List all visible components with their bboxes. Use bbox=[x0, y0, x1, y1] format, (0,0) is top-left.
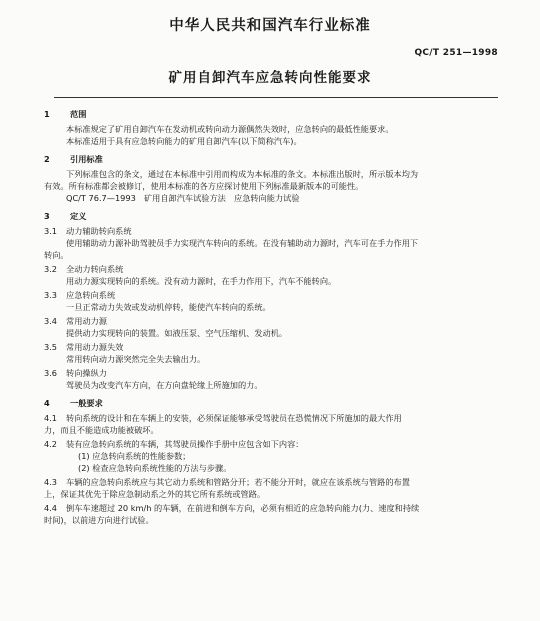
paragraph-line: 下列标准包含的条文，通过在本标准中引用而构成为本标准的条文。本标准出版时，所示版本均为 bbox=[66, 169, 419, 179]
section-number: 2 bbox=[44, 154, 50, 164]
section-heading: 范围 bbox=[70, 109, 87, 119]
reference-entry: QC/T 76.7—1993 矿用自卸汽车试验方法 应急转向能力试验 bbox=[66, 193, 300, 203]
definition-text: 转向。 bbox=[44, 250, 69, 260]
requirement-item: 4.1 转向系统的设计和在车辆上的安装，必须保证能够承受驾驶员在恐慌情况下所施加的最大作用 bbox=[44, 413, 402, 423]
requirement-item: 4.3 车辆的应急转向系统应与其它动力系统和管路分开；若不能分开时，就应在该系统与管路的布置 bbox=[44, 477, 410, 487]
requirement-text: 上，保证其优先于除应急制动系之外的其它所有系统或管路。 bbox=[44, 489, 266, 499]
header-rule bbox=[54, 97, 498, 98]
section-references bbox=[44, 153, 502, 204]
section-number: 1 bbox=[44, 109, 50, 119]
definition-heading: 3.2 全动力转向系统 bbox=[44, 264, 124, 274]
definition-heading: 3.3 应急转向系统 bbox=[44, 290, 116, 300]
definition-heading: 3.4 常用动力源 bbox=[44, 316, 107, 326]
paragraph: 本标准规定了矿用自卸汽车在发动机或转向动力源偶然失效时，应急转向的最低性能要求。 bbox=[66, 124, 394, 134]
section-heading: 引用标准 bbox=[70, 154, 103, 164]
section-heading: 一般要求 bbox=[70, 398, 103, 408]
definition-text: 使用辅助动力源补助驾驶员手力实现汽车转向的系统。在没有辅助动力源时，汽车可在手力作用下 bbox=[66, 238, 419, 248]
requirement-item: 4.4 倒车车速超过 20 km/h 的车辆，在前进和倒车方向，必须有相近的应急转向能力(力、速度和持续 bbox=[44, 503, 420, 513]
definition-text: 常用转向动力源突然完全失去输出力。 bbox=[66, 354, 206, 364]
paragraph: 本标准适用于具有应急转向能力的矿用自卸汽车(以下简称汽车)。 bbox=[66, 136, 302, 146]
definition-text: 驾驶员为改变汽车方向，在方向盘轮缘上所施加的力。 bbox=[66, 380, 263, 390]
requirement-text: 时间)，以前进方向进行试验。 bbox=[44, 515, 154, 525]
section-scope bbox=[44, 108, 502, 147]
definition-text: 提供动力实现转向的装置。如液压泵、空气压缩机、发动机。 bbox=[66, 328, 288, 338]
definition-heading: 3.1 动力辅助转向系统 bbox=[44, 226, 132, 236]
definition-text: 一旦正常动力失效或发动机停转，能使汽车转向的系统。 bbox=[66, 302, 271, 312]
standard-code: QC/T 251—1998 bbox=[414, 48, 498, 58]
section-number: 4 bbox=[44, 398, 50, 408]
paragraph-line: 有效。所有标准都会被修订，使用本标准的各方应探讨使用下列标准最新版本的可能性。 bbox=[44, 181, 364, 191]
standard-org-title: 中华人民共和国汽车行业标准 bbox=[169, 18, 371, 34]
requirement-subitem: (2) 检查应急转向系统性能的方法与步骤。 bbox=[78, 463, 232, 473]
section-number: 3 bbox=[44, 211, 50, 221]
document-title: 矿用自卸汽车应急转向性能要求 bbox=[168, 70, 372, 86]
section-definitions bbox=[44, 210, 502, 391]
definition-heading: 3.5 常用动力源失效 bbox=[44, 342, 124, 352]
definition-heading: 3.6 转向操纵力 bbox=[44, 368, 107, 378]
definition-text: 用动力源实现转向的系统。没有动力源时，在手力作用下，汽车不能转向。 bbox=[66, 276, 337, 286]
requirement-subitem: (1) 应急转向系统的性能参数； bbox=[78, 451, 191, 461]
section-heading: 定义 bbox=[70, 211, 87, 221]
section-general-requirements bbox=[44, 397, 502, 526]
requirement-text: 力，而且不能造成功能被破坏。 bbox=[44, 425, 159, 435]
requirement-item: 4.2 装有应急转向系统的车辆，其驾驶员操作手册中应包含如下内容： bbox=[44, 439, 304, 449]
document-body bbox=[44, 108, 502, 532]
